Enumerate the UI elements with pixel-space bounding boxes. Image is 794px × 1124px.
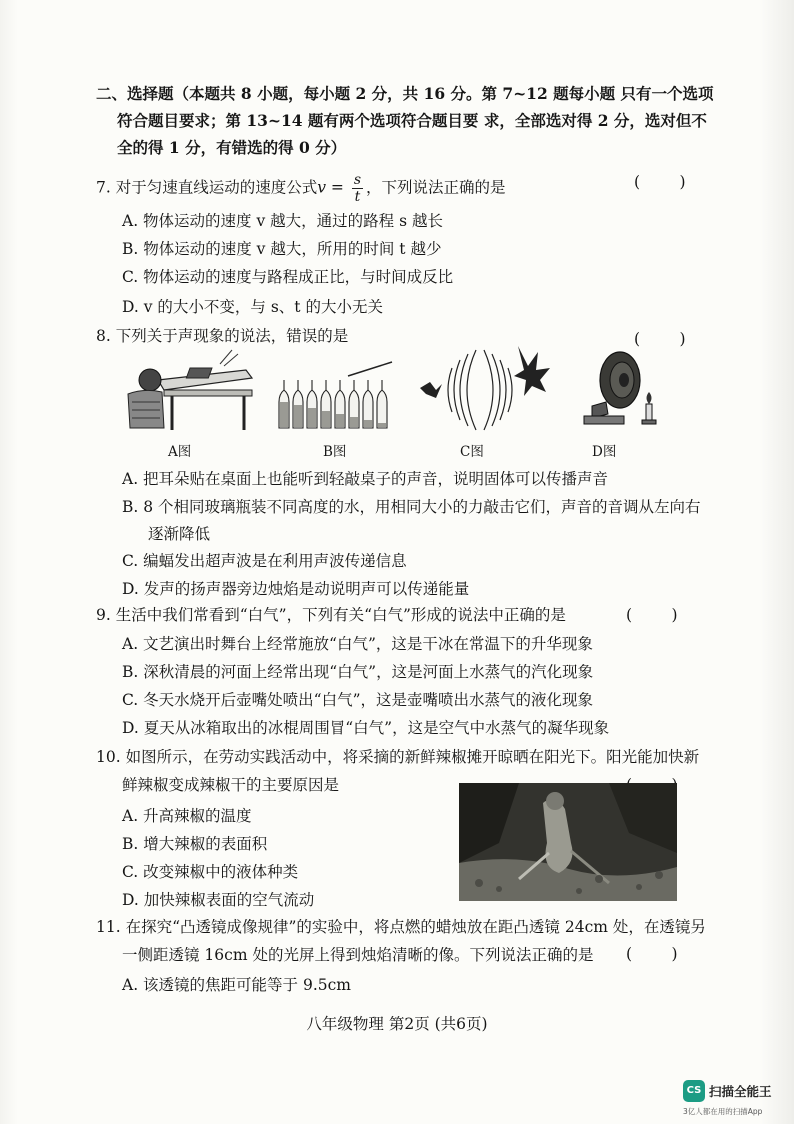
- q8-figure-label-b: B图: [323, 444, 347, 460]
- q7-option-b: B. 物体运动的速度 v 越大，所用的时间 t 越少: [122, 240, 442, 258]
- q7-option-d: D. v 的大小不变，与 s、t 的大小无关: [122, 298, 383, 316]
- q8-stem: 8. 下列关于声现象的说法，错误的是: [96, 327, 349, 345]
- q8-option-d: D. 发声的扬声器旁边烛焰是动说明声可以传递能量: [122, 580, 470, 598]
- q7-formula-num: s: [353, 172, 362, 188]
- q10-pepper-drying-photo: [459, 783, 677, 901]
- q7-stem-prefix: 7. 对于匀速直线运动的速度公式: [96, 178, 318, 197]
- q11-option-a: A. 该透镜的焦距可能等于 9.5cm: [122, 976, 352, 994]
- q10-stem-line-2: 鲜辣椒变成辣椒干的主要原因是: [122, 776, 340, 794]
- q9-option-c: C. 冬天水烧开后壶嘴处喷出“白气”，这是壶嘴喷出水蒸气的液化现象: [122, 691, 594, 709]
- q8-figure-d-speaker-candle: [582, 344, 666, 428]
- q7-formula-eq: =: [325, 178, 349, 197]
- q11-stem-line-2: 一侧距透镜 16cm 处的光屏上得到烛焰清晰的像。下列说法正确的是: [122, 946, 594, 964]
- q9-option-b: B. 深秋清晨的河面上经常出现“白气”，这是河面上水蒸气的汽化现象: [122, 663, 594, 681]
- q7-stem-suffix: ，下列说法正确的是: [366, 178, 506, 197]
- q7-formula-den: t: [354, 189, 361, 205]
- q8-figure-label-a: A图: [168, 444, 192, 460]
- scanner-watermark: [683, 1080, 783, 1118]
- q7-answer-paren: ( ): [634, 173, 686, 191]
- q7-option-c: C. 物体运动的速度与路程成正比，与时间成反比: [122, 268, 454, 286]
- scanner-tagline: 3亿人都在用的扫描App: [683, 1107, 763, 1116]
- q8-option-b-cont: 逐渐降低: [148, 525, 211, 543]
- q8-answer-paren: ( ): [634, 330, 686, 348]
- q8-figure-label-d: D图: [592, 444, 617, 460]
- q7-formula-v: v: [317, 178, 326, 197]
- section-header-line-2: 符合题目要求；第 13~14 题有两个选项符合题目要 求，全部选对得 2 分，选对但不: [117, 111, 707, 130]
- q9-option-a: A. 文艺演出时舞台上经常施放“白气”，这是干冰在常温下的升华现象: [122, 635, 593, 653]
- q11-stem-line-1: 11. 在探究“凸透镜成像规律”的实验中，将点燃的蜡烛放在距凸透镜 24cm 处，在透镜另: [96, 918, 706, 936]
- q10-option-b: B. 增大辣椒的表面积: [122, 835, 268, 853]
- q7-formula-fraction: [352, 172, 363, 205]
- q8-figure-a-ear-on-table: [124, 346, 254, 432]
- q8-figure-label-c: C图: [460, 444, 484, 460]
- section-header-line-1: 二、选择题（本题共 8 小题，每小题 2 分，共 16 分。第 7~12 题每小题 只有一个选项: [96, 84, 714, 103]
- q10-option-c: C. 改变辣椒中的液体种类: [122, 863, 299, 881]
- q7-stem: [96, 172, 506, 205]
- q8-option-b: B. 8 个相同玻璃瓶装不同高度的水，用相同大小的力敲击它们，声音的音调从左向右: [122, 498, 701, 516]
- q9-answer-paren: ( ): [626, 606, 678, 624]
- q10-option-d: D. 加快辣椒表面的空气流动: [122, 891, 315, 909]
- q10-stem-line-1: 10. 如图所示，在劳动实践活动中，将采摘的新鲜辣椒摊开晾晒在阳光下。阳光能加快新: [96, 748, 700, 766]
- scanner-app-name: 扫描全能王: [709, 1084, 772, 1099]
- q8-option-c: C. 编蝠发出超声波是在利用声波传递信息: [122, 552, 407, 570]
- q7-option-a: A. 物体运动的速度 v 越大，通过的路程 s 越长: [122, 212, 443, 230]
- page-footer: 八年级物理 第2页 (共6页): [306, 1015, 488, 1033]
- q8-option-a: A. 把耳朵贴在桌面上也能听到轻敲桌子的声音，说明固体可以传播声音: [122, 470, 609, 488]
- q9-stem: 9. 生活中我们常看到“白气”，下列有关“白气”形成的说法中正确的是: [96, 606, 566, 624]
- section-header-line-3: 全的得 1 分，有错选的得 0 分）: [117, 138, 347, 157]
- scanner-logo-icon: CS: [683, 1080, 705, 1102]
- q10-option-a: A. 升高辣椒的温度: [122, 807, 252, 825]
- q9-option-d: D. 夏天从冰箱取出的冰棍周围冒“白气”，这是空气中水蒸气的凝华现象: [122, 719, 610, 737]
- q11-answer-paren: ( ): [626, 945, 678, 963]
- q8-figure-c-bat-ultrasound: [418, 340, 556, 432]
- q8-figure-b-bottles: [278, 358, 394, 432]
